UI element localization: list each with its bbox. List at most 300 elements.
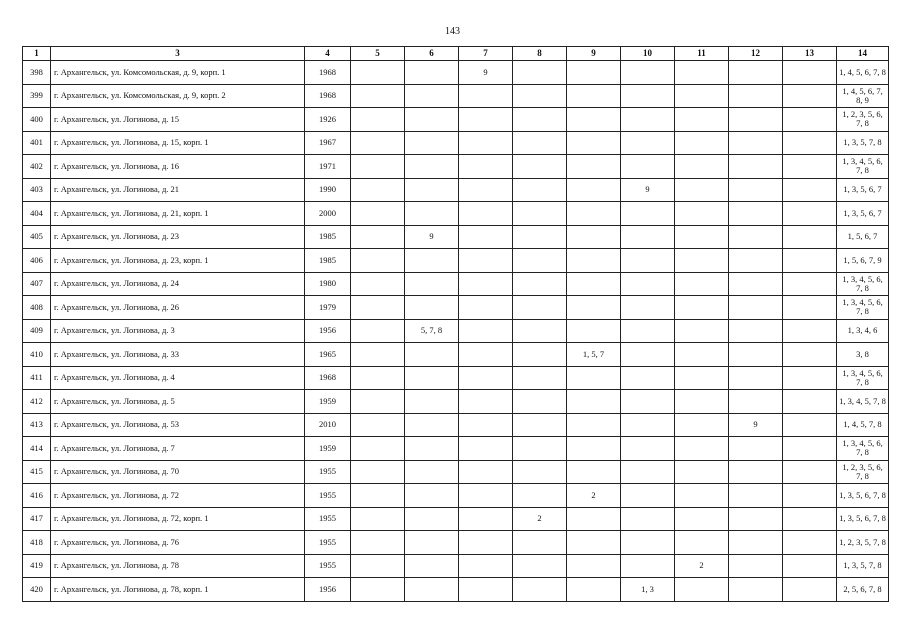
table-cell xyxy=(621,319,675,343)
address-cell: г. Архангельск, ул. Логинова, д. 72, корп. 1 xyxy=(51,507,305,531)
table-row xyxy=(23,390,889,414)
table-cell xyxy=(621,108,675,132)
table-cell xyxy=(675,178,729,202)
address-cell: г. Архангельск, ул. Логинова, д. 70 xyxy=(51,460,305,484)
table-cell xyxy=(513,155,567,179)
table-cell xyxy=(351,413,405,437)
table-cell: 1956 xyxy=(305,578,351,602)
table-cell xyxy=(405,249,459,273)
table-cell xyxy=(351,366,405,390)
table-cell xyxy=(567,61,621,85)
table-cell: 1, 3, 4, 5, 7, 8 xyxy=(837,390,889,414)
table-cell xyxy=(513,108,567,132)
table-cell: 1, 3, 5, 7, 8 xyxy=(837,131,889,155)
table-row xyxy=(23,225,889,249)
table-cell xyxy=(783,84,837,108)
table-cell xyxy=(459,249,513,273)
row-number-cell: 401 xyxy=(23,131,51,155)
table-cell xyxy=(351,507,405,531)
table-cell xyxy=(783,460,837,484)
table-cell xyxy=(513,578,567,602)
table-cell xyxy=(513,131,567,155)
table-row xyxy=(23,507,889,531)
table-cell xyxy=(351,225,405,249)
table-cell xyxy=(405,484,459,508)
table-cell xyxy=(783,131,837,155)
table-cell xyxy=(351,437,405,461)
table-cell xyxy=(783,178,837,202)
table-cell xyxy=(567,319,621,343)
table-cell xyxy=(513,484,567,508)
column-header: 8 xyxy=(513,47,567,61)
table-cell xyxy=(729,437,783,461)
row-number-cell: 410 xyxy=(23,343,51,367)
table-cell xyxy=(351,108,405,132)
table-cell xyxy=(621,249,675,273)
table-body xyxy=(23,61,889,602)
address-cell: г. Архангельск, ул. Логинова, д. 4 xyxy=(51,366,305,390)
table-cell xyxy=(729,484,783,508)
table-cell xyxy=(567,225,621,249)
table-row xyxy=(23,319,889,343)
table-cell xyxy=(351,272,405,296)
table-cell: 1, 4, 5, 6, 7, 8 xyxy=(837,61,889,85)
table-cell xyxy=(351,84,405,108)
table-cell xyxy=(783,225,837,249)
table-cell xyxy=(675,507,729,531)
table-cell: 1955 xyxy=(305,531,351,555)
table-cell xyxy=(729,531,783,555)
address-cell: г. Архангельск, ул. Логинова, д. 78, корп. 1 xyxy=(51,578,305,602)
row-number-cell: 402 xyxy=(23,155,51,179)
table-cell xyxy=(513,319,567,343)
table-cell xyxy=(729,225,783,249)
table-cell: 1968 xyxy=(305,61,351,85)
table-cell: 1, 3, 4, 6 xyxy=(837,319,889,343)
table-cell: 3, 8 xyxy=(837,343,889,367)
table-cell xyxy=(729,578,783,602)
address-cell: г. Архангельск, ул. Логинова, д. 76 xyxy=(51,531,305,555)
table-cell xyxy=(567,413,621,437)
table-cell xyxy=(675,319,729,343)
table-cell xyxy=(567,202,621,226)
table-cell xyxy=(405,531,459,555)
table-row xyxy=(23,178,889,202)
table-cell xyxy=(675,578,729,602)
table-cell: 1, 3, 4, 5, 6, 7, 8 xyxy=(837,296,889,320)
table-row xyxy=(23,84,889,108)
table-cell xyxy=(351,202,405,226)
table-cell xyxy=(675,390,729,414)
table-cell xyxy=(459,437,513,461)
address-cell: г. Архангельск, ул. Логинова, д. 72 xyxy=(51,484,305,508)
table-cell xyxy=(351,343,405,367)
table-cell xyxy=(729,108,783,132)
table-cell xyxy=(351,61,405,85)
table-cell xyxy=(459,343,513,367)
table-cell xyxy=(783,319,837,343)
table-row xyxy=(23,249,889,273)
table-row xyxy=(23,61,889,85)
table-cell xyxy=(351,578,405,602)
table-cell xyxy=(621,225,675,249)
table-cell xyxy=(783,531,837,555)
table-row xyxy=(23,343,889,367)
row-number-cell: 412 xyxy=(23,390,51,414)
table-cell xyxy=(513,343,567,367)
table-cell xyxy=(513,460,567,484)
table-cell xyxy=(675,84,729,108)
table-cell: 1985 xyxy=(305,225,351,249)
table-cell: 1959 xyxy=(305,437,351,461)
table-cell xyxy=(405,507,459,531)
row-number-cell: 415 xyxy=(23,460,51,484)
table-cell: 1971 xyxy=(305,155,351,179)
table-cell xyxy=(459,108,513,132)
table-cell: 1979 xyxy=(305,296,351,320)
table-cell xyxy=(567,531,621,555)
table-cell xyxy=(729,155,783,179)
table-cell xyxy=(783,61,837,85)
table-cell: 9 xyxy=(729,413,783,437)
table-cell xyxy=(675,249,729,273)
table-cell xyxy=(783,108,837,132)
table-cell: 1, 2, 3, 5, 6, 7, 8 xyxy=(837,108,889,132)
table-row xyxy=(23,413,889,437)
column-header: 5 xyxy=(351,47,405,61)
row-number-cell: 420 xyxy=(23,578,51,602)
address-cell: г. Архангельск, ул. Комсомольская, д. 9, корп. 1 xyxy=(51,61,305,85)
address-cell: г. Архангельск, ул. Логинова, д. 15 xyxy=(51,108,305,132)
column-header: 4 xyxy=(305,47,351,61)
table-cell xyxy=(459,319,513,343)
table-cell: 1, 5, 6, 7, 9 xyxy=(837,249,889,273)
table-cell: 1968 xyxy=(305,84,351,108)
table-cell xyxy=(675,202,729,226)
table-cell xyxy=(459,366,513,390)
table-cell xyxy=(567,554,621,578)
table-cell xyxy=(729,202,783,226)
table-header-row xyxy=(23,47,889,61)
table-cell xyxy=(729,131,783,155)
table-cell xyxy=(783,390,837,414)
table-cell xyxy=(567,84,621,108)
column-header: 12 xyxy=(729,47,783,61)
address-cell: г. Архангельск, ул. Логинова, д. 21, корп. 1 xyxy=(51,202,305,226)
table-cell xyxy=(729,507,783,531)
row-number-cell: 409 xyxy=(23,319,51,343)
table-cell xyxy=(783,484,837,508)
table-cell xyxy=(621,272,675,296)
table-cell xyxy=(513,554,567,578)
address-cell: г. Архангельск, ул. Логинова, д. 26 xyxy=(51,296,305,320)
table-cell xyxy=(459,578,513,602)
table-cell xyxy=(459,178,513,202)
table-cell xyxy=(675,155,729,179)
table-cell: 1, 4, 5, 7, 8 xyxy=(837,413,889,437)
table-cell xyxy=(405,61,459,85)
table-cell xyxy=(621,531,675,555)
table-cell: 1968 xyxy=(305,366,351,390)
row-number-cell: 399 xyxy=(23,84,51,108)
table-cell xyxy=(621,343,675,367)
table-cell xyxy=(351,178,405,202)
table-cell xyxy=(675,131,729,155)
table-cell: 1956 xyxy=(305,319,351,343)
table-cell xyxy=(405,413,459,437)
address-cell: г. Архангельск, ул. Логинова, д. 24 xyxy=(51,272,305,296)
table-cell xyxy=(405,131,459,155)
row-number-cell: 417 xyxy=(23,507,51,531)
table-cell: 1965 xyxy=(305,343,351,367)
row-number-cell: 413 xyxy=(23,413,51,437)
table-cell xyxy=(729,178,783,202)
address-cell: г. Архангельск, ул. Логинова, д. 7 xyxy=(51,437,305,461)
table-cell xyxy=(405,390,459,414)
table-cell xyxy=(675,484,729,508)
row-number-cell: 406 xyxy=(23,249,51,273)
table-cell xyxy=(459,296,513,320)
column-header: 1 xyxy=(23,47,51,61)
table-row xyxy=(23,155,889,179)
table-cell xyxy=(405,84,459,108)
row-number-cell: 403 xyxy=(23,178,51,202)
table-cell xyxy=(405,578,459,602)
table-cell xyxy=(405,437,459,461)
table-cell xyxy=(513,202,567,226)
table-cell xyxy=(513,272,567,296)
table-cell: 1980 xyxy=(305,272,351,296)
table-cell xyxy=(351,554,405,578)
table-cell xyxy=(567,155,621,179)
table-cell xyxy=(567,366,621,390)
table-cell xyxy=(675,460,729,484)
column-header: 11 xyxy=(675,47,729,61)
table-cell xyxy=(621,507,675,531)
address-cell: г. Архангельск, ул. Логинова, д. 21 xyxy=(51,178,305,202)
address-cell: г. Архангельск, ул. Логинова, д. 15, корп. 1 xyxy=(51,131,305,155)
table-cell xyxy=(621,460,675,484)
table-cell: 1955 xyxy=(305,460,351,484)
address-cell: г. Архангельск, ул. Логинова, д. 23, корп. 1 xyxy=(51,249,305,273)
table-cell xyxy=(405,108,459,132)
table-cell xyxy=(513,84,567,108)
table-cell xyxy=(729,319,783,343)
table-cell xyxy=(459,460,513,484)
table-cell xyxy=(513,366,567,390)
table-row xyxy=(23,460,889,484)
table-row xyxy=(23,578,889,602)
row-number-cell: 408 xyxy=(23,296,51,320)
table-cell: 1990 xyxy=(305,178,351,202)
table-cell xyxy=(351,531,405,555)
table-cell xyxy=(459,155,513,179)
table-cell xyxy=(621,366,675,390)
table-cell: 1955 xyxy=(305,484,351,508)
table-cell xyxy=(567,437,621,461)
column-header: 3 xyxy=(51,47,305,61)
table-cell xyxy=(351,390,405,414)
table-cell xyxy=(459,272,513,296)
row-number-cell: 416 xyxy=(23,484,51,508)
table-cell xyxy=(783,155,837,179)
table-cell xyxy=(405,155,459,179)
table-cell xyxy=(351,484,405,508)
column-header: 14 xyxy=(837,47,889,61)
table-cell: 1, 2, 3, 5, 6, 7, 8 xyxy=(837,460,889,484)
table-row xyxy=(23,437,889,461)
table-cell xyxy=(729,343,783,367)
table-cell xyxy=(459,131,513,155)
table-row xyxy=(23,366,889,390)
table-cell xyxy=(405,343,459,367)
buildings-table xyxy=(22,46,889,602)
table-cell xyxy=(567,390,621,414)
table-cell xyxy=(783,343,837,367)
table-cell: 1, 5, 7 xyxy=(567,343,621,367)
table-cell xyxy=(351,460,405,484)
table-cell xyxy=(783,413,837,437)
row-number-cell: 418 xyxy=(23,531,51,555)
table-cell xyxy=(675,531,729,555)
table-cell xyxy=(513,390,567,414)
page-number: 143 xyxy=(445,26,460,37)
row-number-cell: 407 xyxy=(23,272,51,296)
address-cell: г. Архангельск, ул. Логинова, д. 23 xyxy=(51,225,305,249)
table-row xyxy=(23,484,889,508)
table-cell xyxy=(567,272,621,296)
table-cell: 1959 xyxy=(305,390,351,414)
table-cell xyxy=(405,296,459,320)
table-cell xyxy=(459,84,513,108)
table-cell xyxy=(783,366,837,390)
table-cell xyxy=(675,296,729,320)
table-cell: 1, 3, 4, 5, 6, 7, 8 xyxy=(837,366,889,390)
table-cell xyxy=(621,554,675,578)
column-header: 10 xyxy=(621,47,675,61)
table-cell xyxy=(567,108,621,132)
table-cell xyxy=(783,554,837,578)
table-cell xyxy=(351,155,405,179)
column-header: 6 xyxy=(405,47,459,61)
table-cell xyxy=(729,272,783,296)
table-cell xyxy=(513,437,567,461)
table-cell xyxy=(351,319,405,343)
table-cell xyxy=(513,296,567,320)
table-cell xyxy=(675,108,729,132)
table-cell xyxy=(783,296,837,320)
table-cell: 1, 3, 5, 6, 7, 8 xyxy=(837,507,889,531)
table-cell xyxy=(621,131,675,155)
table-cell xyxy=(513,413,567,437)
table-cell xyxy=(405,366,459,390)
table-cell xyxy=(621,484,675,508)
table-cell xyxy=(513,531,567,555)
address-cell: г. Архангельск, ул. Логинова, д. 16 xyxy=(51,155,305,179)
table-cell xyxy=(621,84,675,108)
table-cell xyxy=(459,390,513,414)
table-cell xyxy=(621,390,675,414)
table-cell xyxy=(459,531,513,555)
table-cell xyxy=(459,554,513,578)
table-cell xyxy=(405,460,459,484)
table-row xyxy=(23,202,889,226)
table-cell xyxy=(729,460,783,484)
table-cell: 2000 xyxy=(305,202,351,226)
table-cell xyxy=(783,249,837,273)
address-cell: г. Архангельск, ул. Логинова, д. 33 xyxy=(51,343,305,367)
table-cell xyxy=(729,61,783,85)
address-cell: г. Архангельск, ул. Логинова, д. 5 xyxy=(51,390,305,414)
table-cell: 1, 5, 6, 7 xyxy=(837,225,889,249)
table-cell xyxy=(459,507,513,531)
table-cell xyxy=(783,437,837,461)
table-cell xyxy=(459,484,513,508)
table-cell: 2 xyxy=(567,484,621,508)
table-row xyxy=(23,131,889,155)
table-cell xyxy=(675,343,729,367)
table-cell: 2, 5, 6, 7, 8 xyxy=(837,578,889,602)
column-header: 7 xyxy=(459,47,513,61)
table-cell xyxy=(783,202,837,226)
table-cell xyxy=(459,202,513,226)
table-cell xyxy=(729,84,783,108)
row-number-cell: 398 xyxy=(23,61,51,85)
column-header: 13 xyxy=(783,47,837,61)
table-cell: 2 xyxy=(675,554,729,578)
row-number-cell: 419 xyxy=(23,554,51,578)
table-cell: 9 xyxy=(621,178,675,202)
table-cell xyxy=(621,413,675,437)
table-cell xyxy=(621,61,675,85)
table-cell xyxy=(567,578,621,602)
table-cell xyxy=(675,61,729,85)
table-cell: 1, 3 xyxy=(621,578,675,602)
table-cell xyxy=(405,178,459,202)
table-cell xyxy=(513,249,567,273)
table-cell xyxy=(351,249,405,273)
table-cell xyxy=(405,202,459,226)
table-cell xyxy=(351,131,405,155)
table-row xyxy=(23,554,889,578)
table-cell xyxy=(567,131,621,155)
table-cell: 1, 3, 5, 6, 7, 8 xyxy=(837,484,889,508)
address-cell: г. Архангельск, ул. Логинова, д. 78 xyxy=(51,554,305,578)
table-row xyxy=(23,531,889,555)
table-cell xyxy=(675,225,729,249)
table-cell xyxy=(783,578,837,602)
table-cell: 5, 7, 8 xyxy=(405,319,459,343)
table-cell: 1, 3, 4, 5, 6, 7, 8 xyxy=(837,437,889,461)
table-cell xyxy=(405,554,459,578)
address-cell: г. Архангельск, ул. Логинова, д. 3 xyxy=(51,319,305,343)
row-number-cell: 404 xyxy=(23,202,51,226)
table-cell: 1, 4, 5, 6, 7, 8, 9 xyxy=(837,84,889,108)
table-cell xyxy=(513,178,567,202)
table-cell xyxy=(729,366,783,390)
table-cell xyxy=(729,296,783,320)
table-cell xyxy=(459,413,513,437)
table-cell xyxy=(621,155,675,179)
table-cell: 1, 3, 4, 5, 6, 7, 8 xyxy=(837,272,889,296)
table-cell xyxy=(675,272,729,296)
table-cell xyxy=(729,390,783,414)
row-number-cell: 405 xyxy=(23,225,51,249)
table-cell: 2 xyxy=(513,507,567,531)
table-cell: 1985 xyxy=(305,249,351,273)
row-number-cell: 400 xyxy=(23,108,51,132)
table-cell: 9 xyxy=(459,61,513,85)
